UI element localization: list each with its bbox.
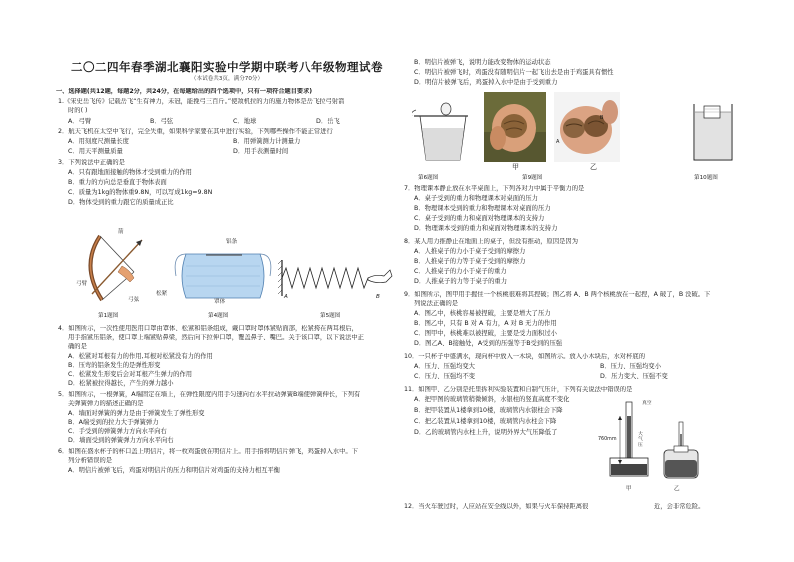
q9-option-c: C．图甲中，核桃难以被捏破，主要是受力面积过小 — [414, 330, 557, 337]
fig11-label-pressure: 大气压 — [638, 432, 643, 448]
q8-option-b: B．人推桌子的力等于桌子受到的摩擦力 — [414, 258, 526, 265]
cup-wood-block-figure — [688, 98, 738, 166]
q6-option-c: C．明信片被弹飞时，鸡蛋没有随明信片一起飞出去是由于鸡蛋具有惯性 — [414, 69, 614, 76]
q5-option-c: C．手受到的弹簧弹力方向水平向右 — [68, 428, 167, 435]
walnut-hand-photo-jia — [484, 92, 546, 162]
fig11-label-jia: 甲 — [626, 486, 632, 492]
fig10-caption: 第10题图 — [694, 175, 718, 181]
fig2-label-elastic: 松紧 — [156, 291, 168, 297]
q12-stem: 12．当火车驶过时，人应站在安全线以外，如果与火车保持距离很 — [404, 503, 589, 510]
q7-stem: 7．物理课本静止放在水平桌面上，下列各对力中属于平衡力的是 — [404, 185, 585, 192]
q4-option-c: C．松紧发生形变后会对耳根产生弹力的作用 — [68, 371, 193, 378]
q2-option-d: D．用手表测量时间 — [233, 148, 289, 155]
q8-option-d: D．人推桌子的力等于桌子的重力 — [414, 278, 508, 285]
q3-option-a: A．只有跟地面接触的物体才受到重力的作用 — [68, 169, 192, 176]
fig11-label-yi: 乙 — [674, 486, 680, 492]
q4-stem: 4．如图所示，一次性使用医用口罩由罩体、松紧和铝条组成，戴口罩时罩体紧贴面部，松紧挎在两耳根后， — [58, 325, 358, 332]
fig11-label-vacuum: 真空 — [642, 401, 652, 406]
q3-option-b: B．重力的方向总是垂直于物体表面 — [68, 179, 167, 186]
q4-stem-cont1: 用手指紧压铝条，使口罩上端紧贴鼻梁，然后向下拉伸口罩，覆盖鼻子、嘴巴。关于该口罩，以下说法中正 — [68, 334, 364, 341]
fig9-label-a: A — [556, 139, 560, 145]
q8-option-c: C．人推桌子的力小于桌子的重力 — [414, 268, 507, 275]
q2-option-a: A．用刻度尺测量长度 — [68, 138, 129, 145]
q11-option-b: B．把甲装置从1楼拿到10楼，玻璃管内水银柱会下降 — [414, 407, 563, 414]
q5-stem-cont: 关弹簧弹力的描述正确的是 — [68, 400, 144, 407]
q3-option-d: D．物体受到的重力跟它的质量成正比 — [68, 199, 174, 206]
fig9-label-jia: 甲 — [512, 163, 519, 171]
q1-option-c: C．地球 — [233, 118, 257, 125]
q11-option-c: C．把乙装置从1楼拿到10楼，玻璃管内水柱会下降 — [414, 418, 557, 425]
fig11-label-760mm: 760mm — [598, 437, 617, 442]
page-subtitle: （本试卷共3页，满分70分） — [190, 76, 264, 82]
q6-stem: 6．如图在盛水杯子的杯口盖上明信片，将一枚鸡蛋放在明信片上。用手指将明信片弹飞，鸡蛋掉入水中。下 — [58, 448, 358, 455]
page-title: 二〇二四年春季湖北襄阳实验中学期中联考八年级物理试卷 — [71, 60, 383, 74]
q11-option-d: D．乙的玻璃管内水柱上升，说明外界大气压降低了 — [414, 429, 558, 436]
fig1-caption: 第1题图 — [98, 313, 119, 319]
q5-option-d: D．墙面受到的弹簧弹力方向水平向右 — [68, 437, 174, 444]
q9-option-a: A．图乙中，核桃容易被捏破，主要是增大了压力 — [414, 310, 551, 317]
fig4-caption: 第4题图 — [208, 313, 229, 319]
q1-option-b: B．弓弦 — [150, 118, 174, 125]
q9-option-d: D．图乙A、B接触处，A受到的压强等于B受到的压强 — [414, 340, 563, 347]
q2-stem: 2．航天飞机在太空中飞行，完全失重，如果科学家要在其中进行实验，下列哪些操作不能正常进行 — [58, 128, 333, 135]
q8-stem: 8．某人用力推静止在地面上的桌子，但没有推动，原因是因为 — [404, 238, 579, 245]
fig9-caption: 第9题图 — [522, 175, 543, 181]
q1-option-d: D．岳飞 — [316, 118, 340, 125]
walnut-hand-photo-yi — [554, 92, 620, 162]
q10-option-d: D．压力变大、压强不变 — [600, 373, 668, 380]
q6-stem-cont: 列分析错误的是 — [68, 457, 113, 464]
q10-option-c: C．压力、压强均不变 — [414, 373, 476, 380]
q9-stem-cont: 列说法正确的是 — [414, 300, 459, 307]
fig1-label-bowstring: 弓弦 — [128, 297, 140, 303]
q6-option-d: D．明信片被弹飞后，鸡蛋掉入水中是由于受到重力 — [414, 79, 558, 86]
q3-stem: 3．下列说法中正确的是 — [58, 159, 125, 166]
q7-option-c: C．桌子受到的重力和桌面对物理课本的支持力 — [414, 215, 545, 222]
section-heading: 一、选择题(共12题，每题2分，共24分，在每题给出的四个选项中，只有一项符合题目要求) — [56, 88, 313, 95]
q9-stem: 9．如图所示，图甲用手握住一个核桃很难将其捏破；图乙将 A、B 两个核桃放在一起捏，A 破了，B 没破。下 — [404, 291, 711, 298]
q1-option-a: A．弓臂 — [68, 118, 92, 125]
q5-option-b: B．A端受到的拉力大于弹簧弹力 — [68, 419, 159, 426]
cup-card-egg-figure — [412, 98, 474, 166]
q6-option-a: A．明信片被弹飞后，鸡蛋对明信片的压力和明信片对鸡蛋的支持力相互平衡 — [68, 467, 281, 474]
fig9-label-b: B — [600, 115, 604, 121]
q9-option-b: B．图乙中，只有 B 对 A 有力，A 对 B 无力的作用 — [414, 320, 557, 327]
bow-arrow-figure — [78, 226, 164, 308]
q4-option-a: A．松紧对耳根有力的作用,耳根对松紧没有力的作用 — [68, 353, 213, 360]
q4-option-b: B．压弯的铝条发生的是弹性形变 — [68, 362, 161, 369]
fig5-caption: 第5题图 — [320, 313, 341, 319]
face-mask-figure — [172, 246, 274, 304]
q7-option-d: D．物理课本受到的重力和桌面对物理课本的支持力 — [414, 225, 558, 232]
fig2-label-body: 罩体 — [214, 299, 226, 305]
fig1-label-arrow: 箭 — [118, 229, 124, 235]
q7-option-b: B．物理课本受到的重力和物理课本对桌面的压力 — [414, 205, 551, 212]
fig3-label-b: B — [376, 294, 380, 300]
fig6-caption: 第6题图 — [418, 175, 439, 181]
fig9-label-yi: 乙 — [590, 163, 597, 171]
q11-option-a: A．把甲图的玻璃管稍微倾斜，水银柱的竖直高度不变化 — [414, 396, 570, 403]
q10-option-b: B．压力、压强均变小 — [600, 363, 661, 370]
q2-option-c: C．用天平测量质量 — [68, 148, 123, 155]
q4-stem-cont2: 确的是 — [68, 343, 87, 350]
fig2-label-aluminium: 铝条 — [226, 239, 238, 245]
q3-option-c: C．质量为1kg的物体重9.8N，可以写成1kg=9.8N — [68, 189, 213, 196]
q1-stem-cont: 时的( ) — [68, 107, 88, 114]
fig1-label-bow-arm: 弓臂 — [76, 281, 88, 287]
q12-stem-cont: 近，会非常危险。 — [654, 503, 705, 510]
q8-option-a: A．人推桌子的力小于桌子受到的摩擦力 — [414, 248, 526, 255]
homemade-barometer-figure — [660, 420, 704, 482]
q10-option-a: A．压力、压强均变大 — [414, 363, 475, 370]
q11-stem: 11．如图甲、乙分别是托里拆利实验装置和自制气压计，下列有关说法中错误的是 — [404, 386, 633, 393]
fig3-label-a: A — [284, 294, 288, 300]
q6-option-b: B．明信片被弹飞，说明力能改变物体的运动状态 — [414, 59, 551, 66]
q1-stem: 1.《宋史岳飞传》记载岳飞“生有神力，未冠，能挽弓三百斤。”使敌机拉的力的施力物体是岳飞拉弓射箭 — [58, 98, 345, 105]
q5-stem: 5．如图所示，一根弹簧，A端固定在墙上，在弹性限度内用手匀速向右水平拉动弹簧B端使弹簧伸长，下列有 — [58, 391, 361, 398]
q10-stem: 10．一只杯子中盛满水，现向杯中放入一木块，如图所示。放入小木块后，水对杯底的 — [404, 353, 645, 360]
q2-option-b: B．用弹簧测力计测量力 — [233, 138, 301, 145]
q7-option-a: A．桌子受到的重力和物理课本对桌面的压力 — [414, 195, 538, 202]
q4-option-d: D．松紧被拉得越长，产生的弹力越小 — [68, 380, 174, 387]
q5-option-a: A．墙面对弹簧的弹力是由于弹簧发生了弹性形变 — [68, 410, 205, 417]
